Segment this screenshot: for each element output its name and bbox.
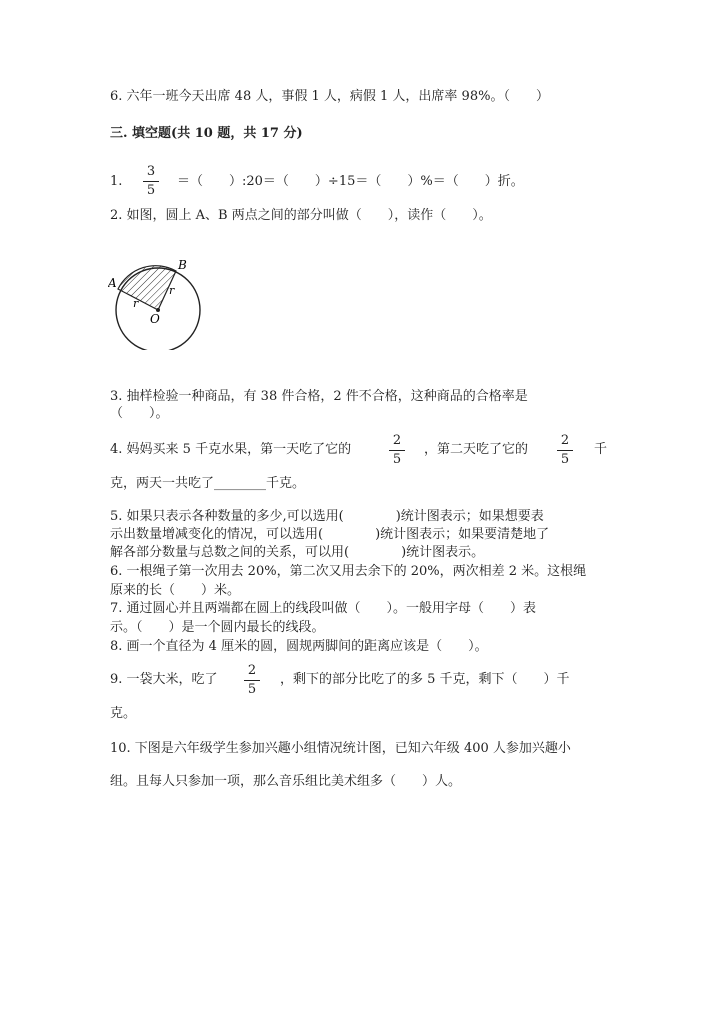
- q4-frac2-den: 5: [560, 452, 570, 467]
- q3-line1: 3. 抽样检验一种商品，有 38 件合格，2 件不合格，这种商品的合格率是: [110, 389, 528, 404]
- label-r-right: r: [169, 284, 175, 297]
- q6-line1: 6. 一根绳子第一次用去 20%，第二次又用去余下的 20%，两次相差 2 米。这根绳: [110, 564, 587, 579]
- q1-fraction: [143, 165, 159, 198]
- q7-line1: 7. 通过圆心并且两端都在圆上的线段叫做（ ）。一般用字母（ ）表: [110, 601, 537, 616]
- question-6-true-false: 6. 六年一班今天出席 48 人，事假 1 人，病假 1 人，出席率 98%。（ ）: [110, 89, 549, 104]
- q1-number: 1.: [110, 174, 123, 189]
- q1-frac-den: 5: [146, 183, 156, 198]
- fill-question-2: 2. 如图，圆上 A、B 两点之间的部分叫做（ ），读作（ ）。: [110, 208, 492, 223]
- q6-line2: 原来的长（ ）米。: [110, 583, 241, 598]
- q4-frac2-num: 2: [560, 433, 570, 448]
- q1-frac-num: 3: [146, 164, 156, 179]
- q1-text: ＝（ ）:20＝（ ）÷15＝（ ）%＝（ ）折。: [177, 174, 524, 189]
- q4-part1: 4. 妈妈买来 5 千克水果，第一天吃了它的: [110, 442, 352, 457]
- q10-line1: 10. 下图是六年级学生参加兴趣小组情况统计图，已知六年级 400 人参加兴趣小: [110, 741, 571, 756]
- q5-line3: 解各部分数量与总数之间的关系，可以用( )统计图表示。: [110, 545, 485, 560]
- q5-line1: 5. 如果只表示各种数量的多少,可以选用( )统计图表示；如果想要表: [110, 509, 544, 524]
- label-B: B: [178, 258, 187, 272]
- q4-part3: 千: [594, 442, 608, 457]
- fill-question-8: 8. 画一个直径为 4 厘米的圆，圆规两脚间的距离应该是（ ）。: [110, 639, 488, 654]
- q4-part2: ，第二天吃了它的: [424, 442, 529, 457]
- q10-line2: 组。且每人只参加一项，那么音乐组比美术组多（ ）人。: [110, 774, 462, 789]
- q9-line2: 克。: [110, 706, 137, 721]
- q5-line2: 示出数量增减变化的情况，可以选用( )统计图表示；如果要清楚地了: [110, 527, 550, 542]
- shaded-sector: [118, 266, 176, 310]
- q4-line2: 克，两天一共吃了________千克。: [110, 476, 306, 491]
- circle-sector-figure: [108, 255, 228, 350]
- q4-frac1-num: 2: [392, 433, 402, 448]
- label-O: O: [150, 312, 160, 326]
- label-A: A: [108, 276, 117, 290]
- q4-frac1-den: 5: [392, 452, 402, 467]
- q3-line2: （ ）。: [110, 406, 169, 421]
- q4-fraction-2: [557, 434, 573, 467]
- q4-fraction-1: [389, 434, 405, 467]
- q9-frac-num: 2: [247, 663, 257, 678]
- q7-line2: 示。（ ）是一个圆内最长的线段。: [110, 620, 325, 635]
- q9-fraction: [244, 664, 260, 697]
- q9-frac-den: 5: [247, 682, 257, 697]
- label-r-left: r: [133, 297, 139, 310]
- section-title: 三. 填空题(共 10 题，共 17 分): [110, 126, 303, 141]
- q9-part2: ，剩下的部分比吃了的多 5 千克，剩下（ ）千: [280, 672, 570, 687]
- q9-part1: 9. 一袋大米，吃了: [110, 672, 218, 687]
